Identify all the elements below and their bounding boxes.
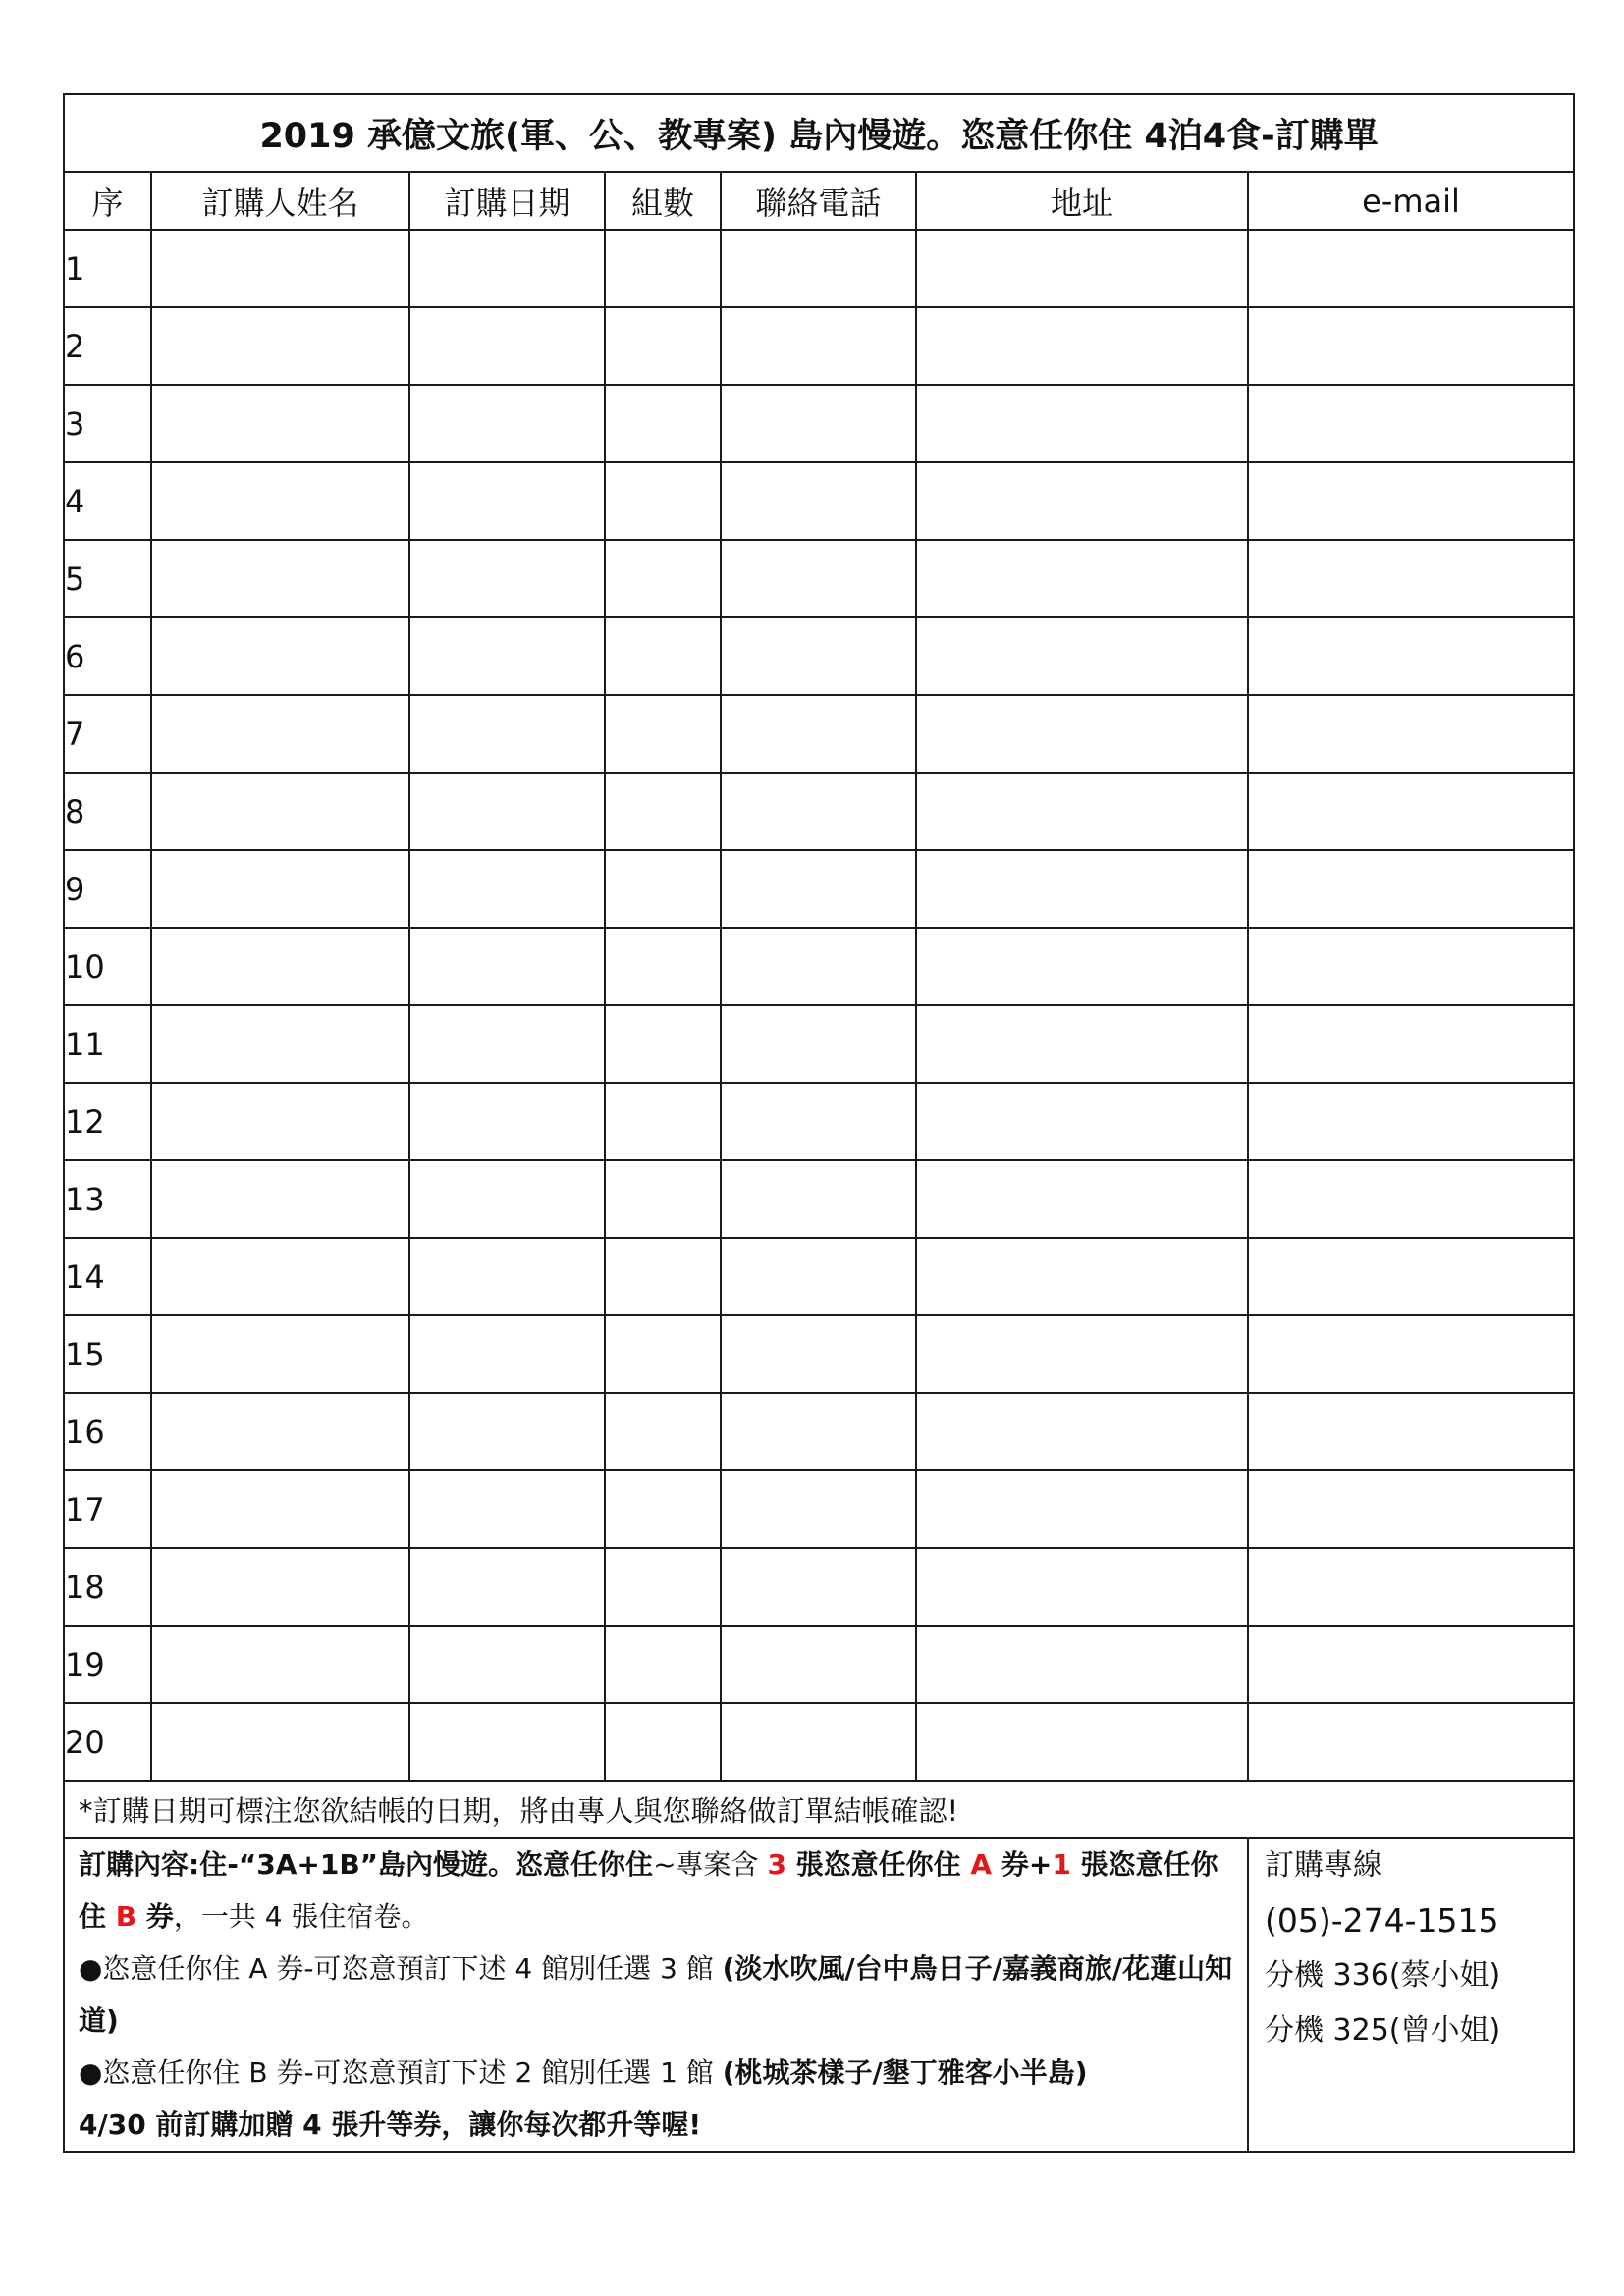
email-cell[interactable] bbox=[1248, 540, 1574, 617]
phone-cell[interactable] bbox=[721, 230, 916, 307]
column-header-sets: 組數 bbox=[605, 172, 721, 230]
sets-cell[interactable] bbox=[605, 540, 721, 617]
table-row bbox=[64, 850, 1574, 928]
sets-cell[interactable] bbox=[605, 773, 721, 850]
row-number: 19 bbox=[64, 1626, 151, 1703]
phone-cell[interactable] bbox=[721, 307, 916, 385]
name-cell[interactable] bbox=[151, 1470, 409, 1548]
sets-cell[interactable] bbox=[605, 695, 721, 773]
table-row bbox=[64, 540, 1574, 617]
column-header-phone: 聯絡電話 bbox=[721, 172, 916, 230]
table-row bbox=[64, 1315, 1574, 1393]
sets-cell[interactable] bbox=[605, 1238, 721, 1315]
date-cell[interactable] bbox=[409, 1315, 605, 1393]
date-cell[interactable] bbox=[409, 928, 605, 1005]
column-header-address: 地址 bbox=[916, 172, 1248, 230]
email-cell[interactable] bbox=[1248, 462, 1574, 540]
name-cell[interactable] bbox=[151, 230, 409, 307]
address-cell[interactable] bbox=[916, 385, 1248, 462]
address-cell[interactable] bbox=[916, 230, 1248, 307]
address-cell[interactable] bbox=[916, 773, 1248, 850]
row-number: 3 bbox=[64, 385, 151, 462]
table-row bbox=[64, 462, 1574, 540]
order-form-table bbox=[63, 93, 1575, 2153]
row-number: 15 bbox=[64, 1315, 151, 1393]
date-cell[interactable] bbox=[409, 773, 605, 850]
row-number: 11 bbox=[64, 1005, 151, 1083]
row-number: 8 bbox=[64, 773, 151, 850]
row-number: 2 bbox=[64, 307, 151, 385]
date-cell[interactable] bbox=[409, 1548, 605, 1626]
name-cell[interactable] bbox=[151, 1160, 409, 1238]
order-content-label: 訂購內容:住-“3A+1B”島內慢遊。恣意任你住 bbox=[79, 1848, 654, 1881]
date-cell[interactable] bbox=[409, 307, 605, 385]
phone-cell[interactable] bbox=[721, 1393, 916, 1470]
row-number: 1 bbox=[64, 230, 151, 307]
form-title: 2019 承億文旅(軍、公、教專案) 島內慢遊。恣意任你住 4泊4食-訂購單 bbox=[64, 94, 1574, 172]
phone-cell[interactable] bbox=[721, 1626, 916, 1703]
sets-cell[interactable] bbox=[605, 928, 721, 1005]
email-cell[interactable] bbox=[1248, 1548, 1574, 1626]
address-cell[interactable] bbox=[916, 1470, 1248, 1548]
voucher-text: 張恣意任你住 bbox=[785, 1848, 971, 1881]
phone-cell[interactable] bbox=[721, 462, 916, 540]
name-cell[interactable] bbox=[151, 1393, 409, 1470]
address-cell[interactable] bbox=[916, 307, 1248, 385]
date-cell[interactable] bbox=[409, 230, 605, 307]
email-cell[interactable] bbox=[1248, 695, 1574, 773]
date-cell[interactable] bbox=[409, 617, 605, 695]
phone-cell[interactable] bbox=[721, 1238, 916, 1315]
phone-cell[interactable] bbox=[721, 850, 916, 928]
sets-cell[interactable] bbox=[605, 230, 721, 307]
address-cell[interactable] bbox=[916, 1315, 1248, 1393]
contact-info bbox=[1248, 1838, 1574, 2152]
name-cell[interactable] bbox=[151, 1703, 409, 1781]
column-header-email: e-mail bbox=[1248, 172, 1574, 230]
table-row bbox=[64, 230, 1574, 307]
row-number: 12 bbox=[64, 1083, 151, 1160]
address-cell[interactable] bbox=[916, 617, 1248, 695]
table-row bbox=[64, 1005, 1574, 1083]
date-cell[interactable] bbox=[409, 462, 605, 540]
row-number: 7 bbox=[64, 695, 151, 773]
table-row bbox=[64, 1703, 1574, 1781]
address-cell[interactable] bbox=[916, 1160, 1248, 1238]
phone-cell[interactable] bbox=[721, 617, 916, 695]
row-number: 5 bbox=[64, 540, 151, 617]
table-row bbox=[64, 1470, 1574, 1548]
table-row bbox=[64, 1238, 1574, 1315]
email-cell[interactable] bbox=[1248, 1470, 1574, 1548]
phone-cell[interactable] bbox=[721, 773, 916, 850]
sets-cell[interactable] bbox=[605, 1470, 721, 1548]
voucher-text: 張恣意任你住 bbox=[79, 1848, 1218, 1933]
name-cell[interactable] bbox=[151, 617, 409, 695]
email-cell[interactable] bbox=[1248, 1393, 1574, 1470]
name-cell[interactable] bbox=[151, 1626, 409, 1703]
table-row bbox=[64, 385, 1574, 462]
row-number: 10 bbox=[64, 928, 151, 1005]
count-a: 3 bbox=[767, 1848, 786, 1881]
date-cell[interactable] bbox=[409, 1470, 605, 1548]
table-row bbox=[64, 1626, 1574, 1703]
email-cell[interactable] bbox=[1248, 1703, 1574, 1781]
column-header-seq: 序 bbox=[64, 172, 151, 230]
phone-cell[interactable] bbox=[721, 928, 916, 1005]
order-content-line bbox=[79, 1839, 1235, 1943]
email-cell[interactable] bbox=[1248, 928, 1574, 1005]
name-cell[interactable] bbox=[151, 850, 409, 928]
phone-cell[interactable] bbox=[721, 385, 916, 462]
email-cell[interactable] bbox=[1248, 1160, 1574, 1238]
package-text: ~專案含 bbox=[653, 1848, 768, 1881]
contact-ext-1: 分機 336(蔡小姐) bbox=[1265, 1958, 1501, 1993]
address-cell[interactable] bbox=[916, 695, 1248, 773]
contact-phone: (05)-274-1515 bbox=[1265, 1901, 1499, 1940]
email-cell[interactable] bbox=[1248, 385, 1574, 462]
name-cell[interactable] bbox=[151, 1548, 409, 1626]
row-number: 6 bbox=[64, 617, 151, 695]
sets-cell[interactable] bbox=[605, 1703, 721, 1781]
name-cell[interactable] bbox=[151, 462, 409, 540]
date-cell[interactable] bbox=[409, 385, 605, 462]
email-cell[interactable] bbox=[1248, 230, 1574, 307]
date-cell[interactable] bbox=[409, 850, 605, 928]
phone-cell[interactable] bbox=[721, 1160, 916, 1238]
total-vouchers-text: ，一共 4 張住宿卷。 bbox=[173, 1900, 429, 1933]
row-number: 17 bbox=[64, 1470, 151, 1548]
table-row bbox=[64, 1160, 1574, 1238]
voucher-a-line: ●恣意任你住 A 券-可恣意預訂下述 4 館別任選 3 館 (淡水吹風/台中鳥日子/嘉義商旅/花蓮山知道) bbox=[79, 1952, 1233, 2037]
row-number: 13 bbox=[64, 1160, 151, 1238]
address-cell[interactable] bbox=[916, 1238, 1248, 1315]
sets-cell[interactable] bbox=[605, 617, 721, 695]
phone-cell[interactable] bbox=[721, 1703, 916, 1781]
email-cell[interactable] bbox=[1248, 617, 1574, 695]
sets-cell[interactable] bbox=[605, 462, 721, 540]
date-cell[interactable] bbox=[409, 1626, 605, 1703]
address-cell[interactable] bbox=[916, 1548, 1248, 1626]
date-cell[interactable] bbox=[409, 1005, 605, 1083]
phone-cell[interactable] bbox=[721, 695, 916, 773]
table-row bbox=[64, 1548, 1574, 1626]
email-cell[interactable] bbox=[1248, 1315, 1574, 1393]
sets-cell[interactable] bbox=[605, 307, 721, 385]
voucher-b-hotels: (桃城茶樣子/墾丁雅客小半島) bbox=[722, 2056, 1088, 2089]
sets-cell[interactable] bbox=[605, 1393, 721, 1470]
sets-cell[interactable] bbox=[605, 1315, 721, 1393]
row-number: 18 bbox=[64, 1548, 151, 1626]
date-cell[interactable] bbox=[409, 540, 605, 617]
address-cell[interactable] bbox=[916, 850, 1248, 928]
address-cell[interactable] bbox=[916, 1703, 1248, 1781]
phone-cell[interactable] bbox=[721, 540, 916, 617]
table-row bbox=[64, 617, 1574, 695]
date-cell[interactable] bbox=[409, 1083, 605, 1160]
email-cell[interactable] bbox=[1248, 850, 1574, 928]
order-content-info bbox=[64, 1838, 1248, 2152]
name-cell[interactable] bbox=[151, 928, 409, 1005]
phone-cell[interactable] bbox=[721, 1083, 916, 1160]
address-cell[interactable] bbox=[916, 1083, 1248, 1160]
address-cell[interactable] bbox=[916, 462, 1248, 540]
row-number: 9 bbox=[64, 850, 151, 928]
email-cell[interactable] bbox=[1248, 1083, 1574, 1160]
date-cell[interactable] bbox=[409, 695, 605, 773]
order-date-note: *訂購日期可標注您欲結帳的日期，將由專人與您聯絡做訂單結帳確認! bbox=[64, 1781, 1574, 1838]
address-cell[interactable] bbox=[916, 1005, 1248, 1083]
email-cell[interactable] bbox=[1248, 773, 1574, 850]
phone-cell[interactable] bbox=[721, 1470, 916, 1548]
email-cell[interactable] bbox=[1248, 1005, 1574, 1083]
sets-cell[interactable] bbox=[605, 1160, 721, 1238]
email-cell[interactable] bbox=[1248, 1626, 1574, 1703]
voucher-a-hotels: (淡水吹風/台中鳥日子/嘉義商旅/花蓮山知道) bbox=[79, 1952, 1233, 2037]
table-row bbox=[64, 773, 1574, 850]
date-cell[interactable] bbox=[409, 1238, 605, 1315]
sets-cell[interactable] bbox=[605, 385, 721, 462]
table-row bbox=[64, 928, 1574, 1005]
table-row bbox=[64, 1083, 1574, 1160]
name-cell[interactable] bbox=[151, 385, 409, 462]
voucher-b-line: ●恣意任你住 B 券-可恣意預訂下述 2 館別任選 1 館 (桃城茶樣子/墾丁雅客小半島) bbox=[79, 2056, 1088, 2089]
table-row bbox=[64, 695, 1574, 773]
sets-cell[interactable] bbox=[605, 1005, 721, 1083]
email-cell[interactable] bbox=[1248, 1238, 1574, 1315]
table-row bbox=[64, 1393, 1574, 1470]
name-cell[interactable] bbox=[151, 695, 409, 773]
phone-cell[interactable] bbox=[721, 1548, 916, 1626]
sets-cell[interactable] bbox=[605, 1548, 721, 1626]
count-b: 1 bbox=[1052, 1848, 1071, 1881]
voucher-text: 券+ bbox=[992, 1848, 1053, 1881]
email-cell[interactable] bbox=[1248, 307, 1574, 385]
date-cell[interactable] bbox=[409, 1703, 605, 1781]
name-cell[interactable] bbox=[151, 540, 409, 617]
row-number: 16 bbox=[64, 1393, 151, 1470]
table-row bbox=[64, 307, 1574, 385]
phone-cell[interactable] bbox=[721, 1315, 916, 1393]
sets-cell[interactable] bbox=[605, 1083, 721, 1160]
date-cell[interactable] bbox=[409, 1393, 605, 1470]
address-cell[interactable] bbox=[916, 1626, 1248, 1703]
letter-b: B bbox=[115, 1900, 137, 1933]
name-cell[interactable] bbox=[151, 1083, 409, 1160]
address-cell[interactable] bbox=[916, 540, 1248, 617]
sets-cell[interactable] bbox=[605, 850, 721, 928]
column-header-name: 訂購人姓名 bbox=[151, 172, 409, 230]
name-cell[interactable] bbox=[151, 1315, 409, 1393]
contact-label: 訂購專線 bbox=[1265, 1848, 1382, 1883]
letter-a: A bbox=[970, 1848, 993, 1881]
date-cell[interactable] bbox=[409, 1160, 605, 1238]
address-cell[interactable] bbox=[916, 928, 1248, 1005]
phone-cell[interactable] bbox=[721, 1005, 916, 1083]
name-cell[interactable] bbox=[151, 307, 409, 385]
upgrade-promo-line: 4/30 前訂購加贈 4 張升等券，讓你每次都升等喔! bbox=[79, 2109, 702, 2141]
row-number: 20 bbox=[64, 1703, 151, 1781]
row-number: 14 bbox=[64, 1238, 151, 1315]
sets-cell[interactable] bbox=[605, 1626, 721, 1703]
name-cell[interactable] bbox=[151, 1238, 409, 1315]
address-cell[interactable] bbox=[916, 1393, 1248, 1470]
name-cell[interactable] bbox=[151, 773, 409, 850]
name-cell[interactable] bbox=[151, 1005, 409, 1083]
contact-ext-2: 分機 325(曾小姐) bbox=[1265, 2013, 1501, 2048]
column-header-row bbox=[64, 172, 1574, 230]
voucher-text: 券 bbox=[136, 1900, 174, 1933]
column-header-date: 訂購日期 bbox=[409, 172, 605, 230]
row-number: 4 bbox=[64, 462, 151, 540]
